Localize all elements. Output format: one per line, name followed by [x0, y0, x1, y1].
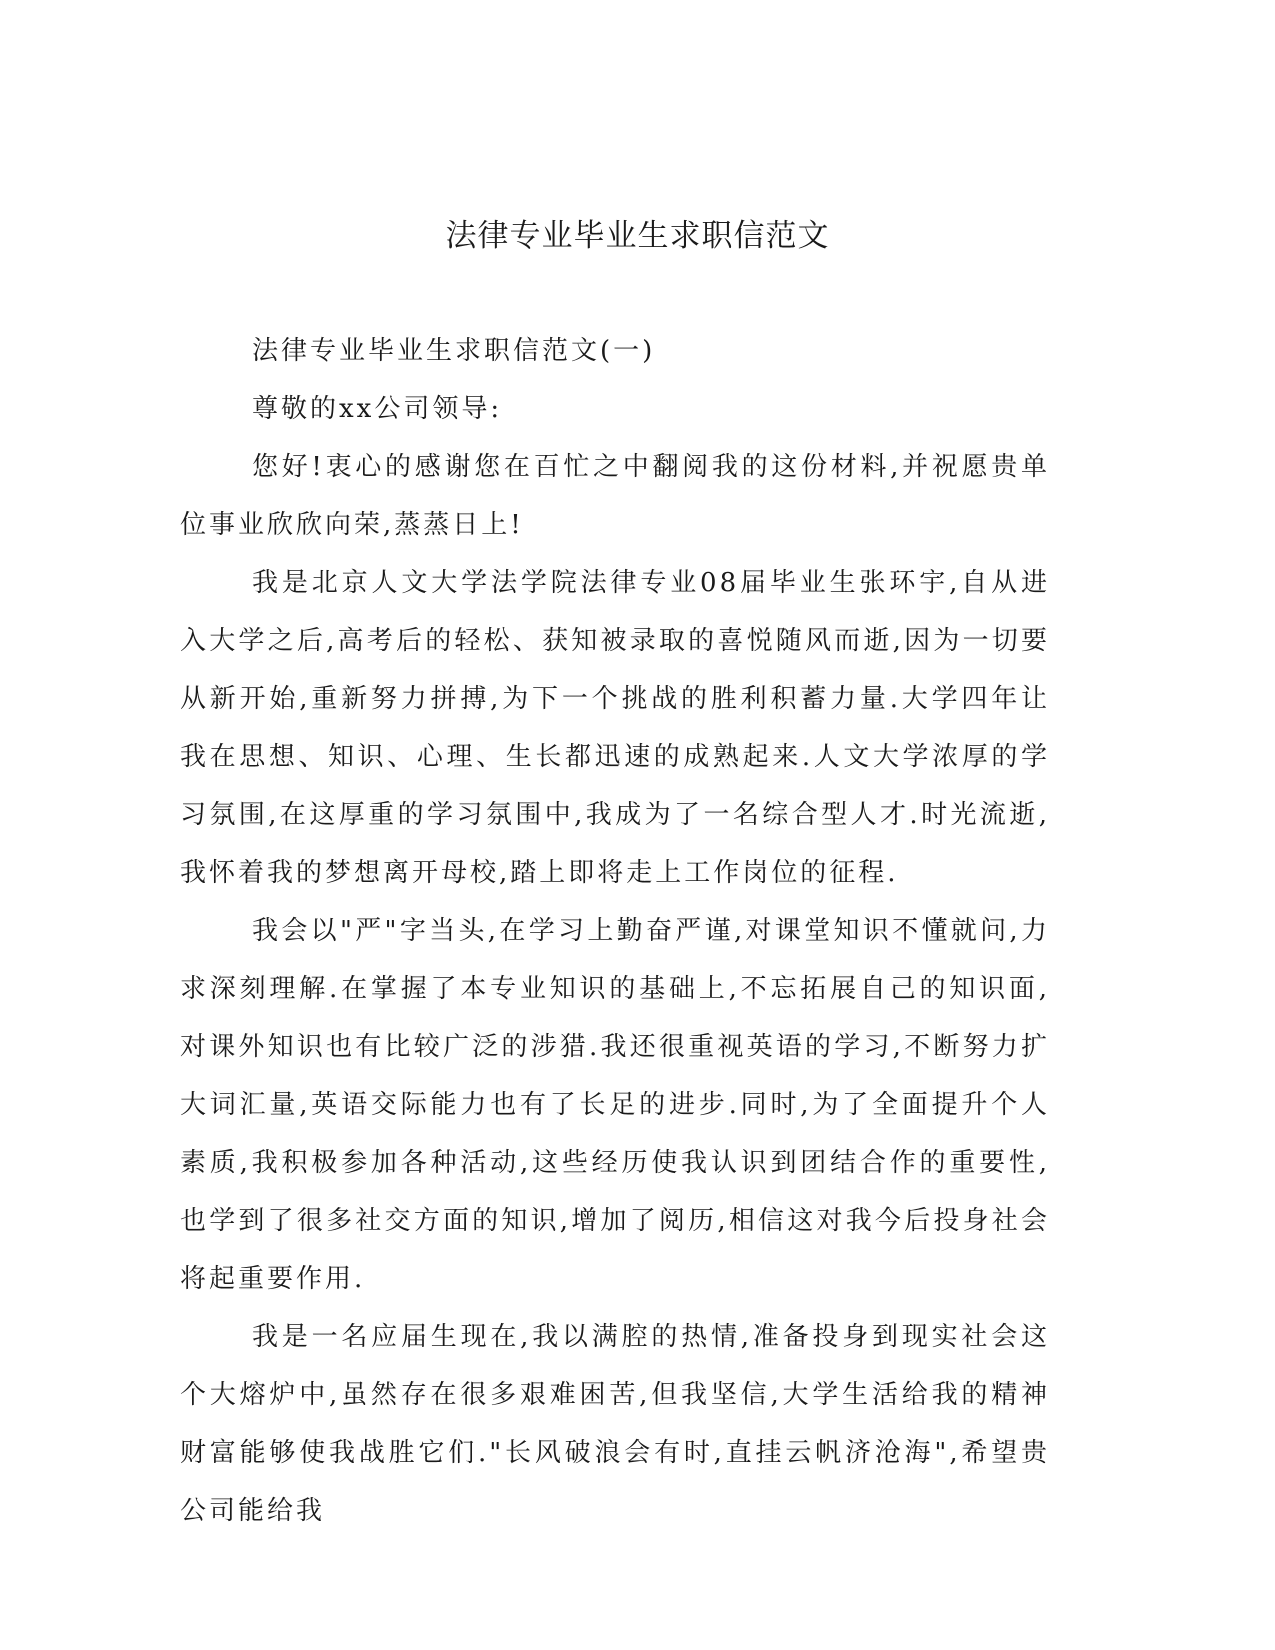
document-title: 法律专业毕业生求职信范文 — [445, 218, 830, 254]
paragraph-study: 我会以"严"字当头,在学习上勤奋严谨,对课堂知识不懂就问,力求深刻理解.在掌握了本专业知识的基础上,不忘拓展自己的知识面,对课外知识也有比较广泛的涉猎.我还很重视英语的学习,不断努力扩大词汇量,英语交际能力也有了长足的进步.同时,为了全面提升个人素质,我积极参加各种活动,这些经历使我认识到团结合作的重要性,也学到了很多社交方面的知识,增加了阅历,相信这对我今后投身社会将起重要作用. — [180, 916, 1050, 1294]
paragraph-salutation: 尊敬的xx公司领导: — [252, 394, 503, 424]
paragraph-aspiration: 我是一名应届生现在,我以满腔的热情,准备投身到现实社会这个大熔炉中,虽然存在很多艰难困苦,但我坚信,大学生活给我的精神财富能够使我战胜它们."长风破浪会有时,直挂云帆济沧海",希望贵公司能给我 — [180, 1322, 1050, 1526]
document-body — [180, 322, 1050, 1540]
paragraph-subtitle: 法律专业毕业生求职信范文(一) — [252, 336, 656, 366]
paragraph-introduction: 我是北京人文大学法学院法律专业08届毕业生张环宇,自从进入大学之后,高考后的轻松、获知被录取的喜悦随风而逝,因为一切要从新开始,重新努力拼搏,为下一个挑战的胜利积蓄力量.大学四年让我在思想、知识、心理、生长都迅速的成熟起来.人文大学浓厚的学习氛围,在这厚重的学习氛围中,我成为了一名综合型人才.时光流逝,我怀着我的梦想离开母校,踏上即将走上工作岗位的征程. — [180, 568, 1050, 888]
paragraph-greeting: 您好!衷心的感谢您在百忙之中翻阅我的这份材料,并祝愿贵单位事业欣欣向荣,蒸蒸日上! — [180, 452, 1050, 540]
